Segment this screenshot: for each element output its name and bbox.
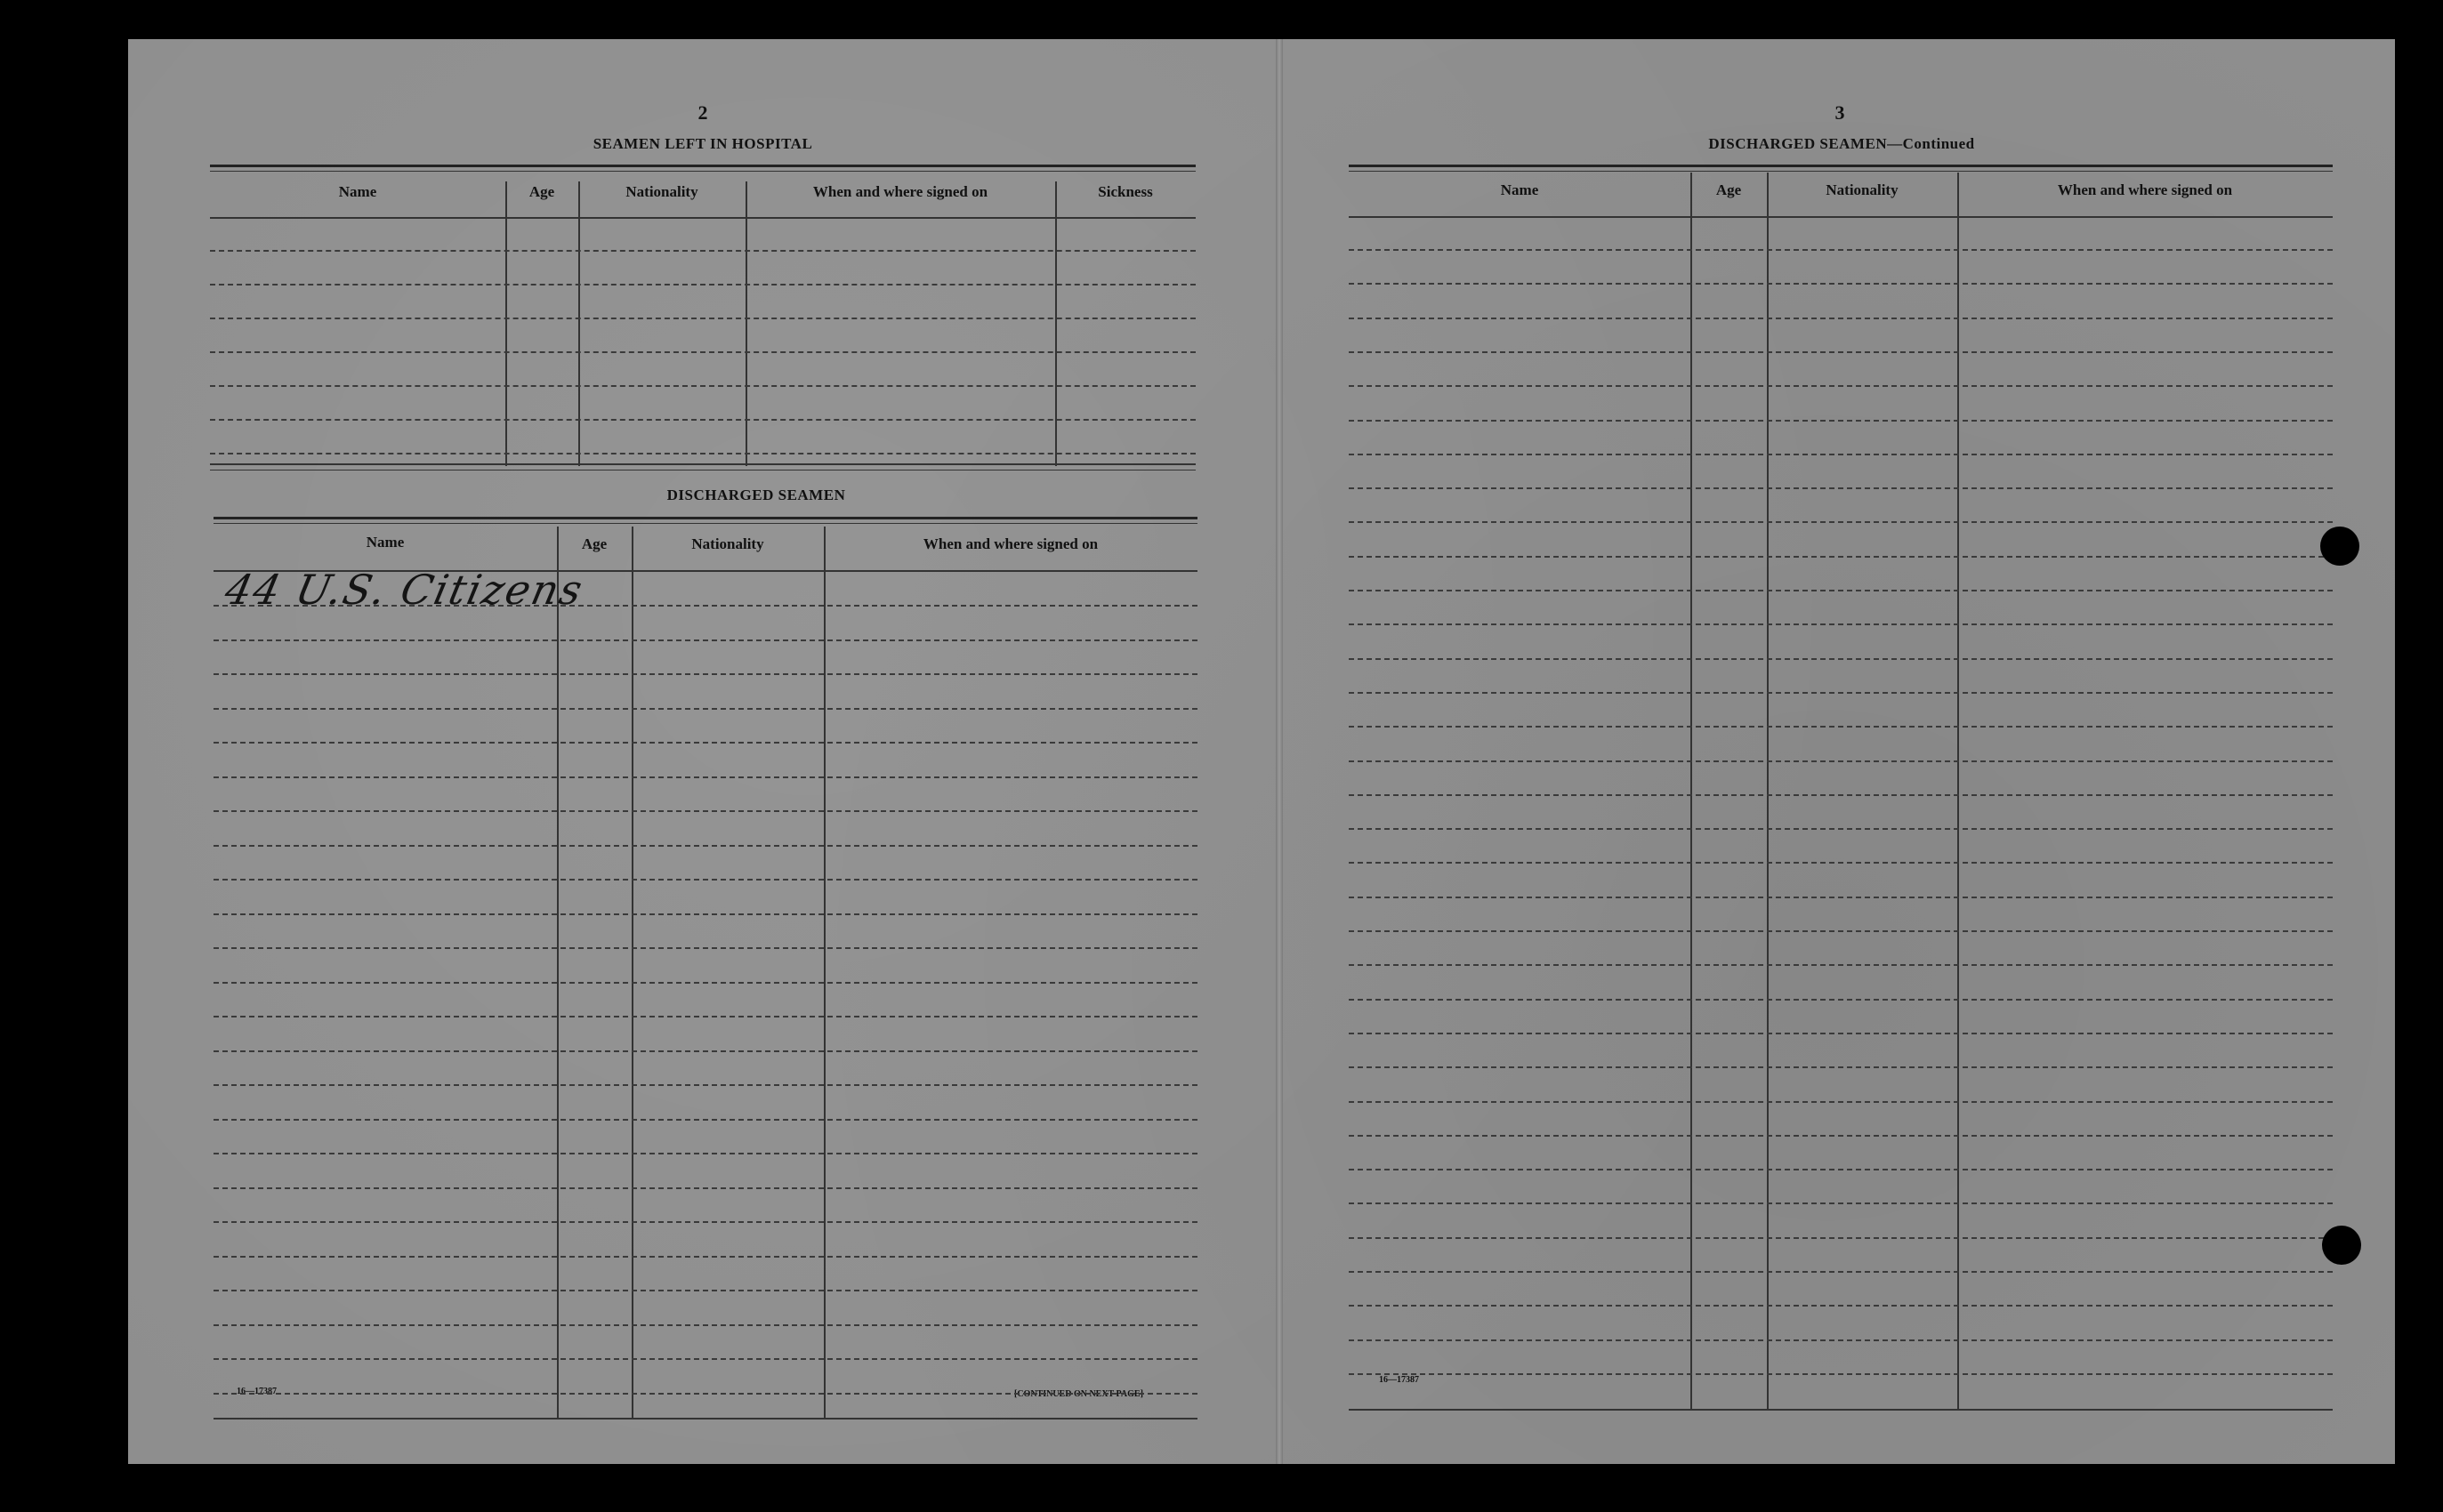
discharged-col-nationality: Nationality [691, 535, 764, 552]
discharged-top-rule [214, 517, 1197, 519]
ruled-line [1349, 283, 2333, 285]
ruled-line [214, 776, 1197, 778]
ruled-line [1349, 623, 2333, 625]
ruled-line [214, 742, 1197, 744]
page-fold [1276, 39, 1283, 1464]
ruled-line [1349, 1066, 2333, 1068]
hospital-top-rule [210, 165, 1196, 167]
ruled-line [1349, 760, 2333, 762]
ruled-line [1349, 521, 2333, 523]
right-top-rule [1349, 165, 2333, 167]
ruled-line [1349, 249, 2333, 251]
left-page-number: 2 [697, 101, 708, 124]
discharged-col-name: Name [366, 534, 405, 551]
ruled-line [1349, 1305, 2333, 1307]
ruled-line [1349, 1271, 2333, 1273]
ruled-line [1349, 794, 2333, 796]
ruled-line [214, 1119, 1197, 1121]
ruled-line [214, 1290, 1197, 1291]
continued-note: [CONTINUED ON NEXT PAGE] [1014, 1389, 1143, 1399]
ruled-line [214, 1393, 1197, 1395]
ruled-line [214, 1358, 1197, 1360]
discharged-entry-name: 44 U.S. Citizens [221, 566, 588, 614]
right-col-name: Name [1500, 181, 1539, 198]
discharged-section-title: DISCHARGED SEAMEN [666, 487, 846, 503]
ruled-line [1349, 487, 2333, 489]
ruled-line [1349, 964, 2333, 966]
ruled-line [210, 284, 1196, 286]
ruled-line [214, 1153, 1197, 1154]
ruled-line [214, 913, 1197, 915]
right-col-age: Age [1715, 181, 1742, 198]
ruled-line [214, 1324, 1197, 1326]
ruled-line [214, 845, 1197, 847]
hospital-col-name: Name [338, 183, 377, 200]
ruled-line [1349, 1373, 2333, 1375]
ruled-line [210, 351, 1196, 353]
ruled-line [214, 1050, 1197, 1052]
ruled-line [1349, 1237, 2333, 1239]
ruled-line [1349, 726, 2333, 728]
ruled-line [1349, 897, 2333, 898]
ruled-line [1349, 318, 2333, 319]
ruled-line [214, 1256, 1197, 1258]
ruled-line [1349, 454, 2333, 455]
ruled-line [210, 318, 1196, 319]
hospital-col-nationality: Nationality [625, 183, 698, 200]
discharged-continued-title: DISCHARGED SEAMEN—Continued [1708, 135, 1975, 152]
ruled-line [214, 810, 1197, 812]
ruled-line [214, 605, 1197, 607]
ruled-line [214, 1016, 1197, 1017]
ruled-line [214, 639, 1197, 641]
ruled-line [214, 947, 1197, 949]
document-sheet [128, 39, 2395, 1464]
ruled-line [1349, 1135, 2333, 1137]
right-form-code: 16—17387 [1379, 1375, 1419, 1385]
hospital-section-title: SEAMEN LEFT IN HOSPITAL [593, 135, 813, 152]
ruled-line [214, 1187, 1197, 1189]
ruled-line [214, 1084, 1197, 1086]
ruled-line [1349, 1339, 2333, 1341]
discharged-col-signed-on: When and where signed on [923, 535, 1099, 552]
ruled-line [1349, 862, 2333, 864]
hospital-col-sickness: Sickness [1098, 183, 1153, 200]
right-col-signed-on: When and where signed on [2057, 181, 2233, 198]
punch-hole-upper [2320, 527, 2359, 566]
ruled-line [1349, 1101, 2333, 1103]
ruled-line [1349, 385, 2333, 387]
ruled-line [214, 673, 1197, 675]
ruled-line [1349, 658, 2333, 660]
ruled-line [1349, 999, 2333, 1001]
hospital-col-age: Age [528, 183, 555, 200]
ruled-line [210, 385, 1196, 387]
punch-hole-lower [2322, 1226, 2361, 1265]
ruled-line [214, 879, 1197, 881]
ruled-line [1349, 692, 2333, 694]
ruled-line [210, 453, 1196, 454]
discharged-col-age: Age [581, 535, 608, 552]
ruled-line [1349, 1169, 2333, 1170]
ruled-line [214, 982, 1197, 984]
ruled-line [1349, 351, 2333, 353]
ruled-line [1349, 1202, 2333, 1204]
right-page-number: 3 [1834, 101, 1845, 124]
hospital-col-signed-on: When and where signed on [812, 183, 988, 200]
ruled-line [214, 708, 1197, 710]
ruled-line [214, 1221, 1197, 1223]
ruled-line [210, 250, 1196, 252]
ruled-line [210, 419, 1196, 421]
ruled-line [1349, 1033, 2333, 1034]
ruled-line [1349, 590, 2333, 591]
ruled-line [1349, 828, 2333, 830]
ruled-line [1349, 420, 2333, 422]
left-form-code: 16—17387 [237, 1387, 277, 1396]
right-col-nationality: Nationality [1826, 181, 1899, 198]
ruled-line [1349, 930, 2333, 932]
ruled-line [1349, 556, 2333, 558]
